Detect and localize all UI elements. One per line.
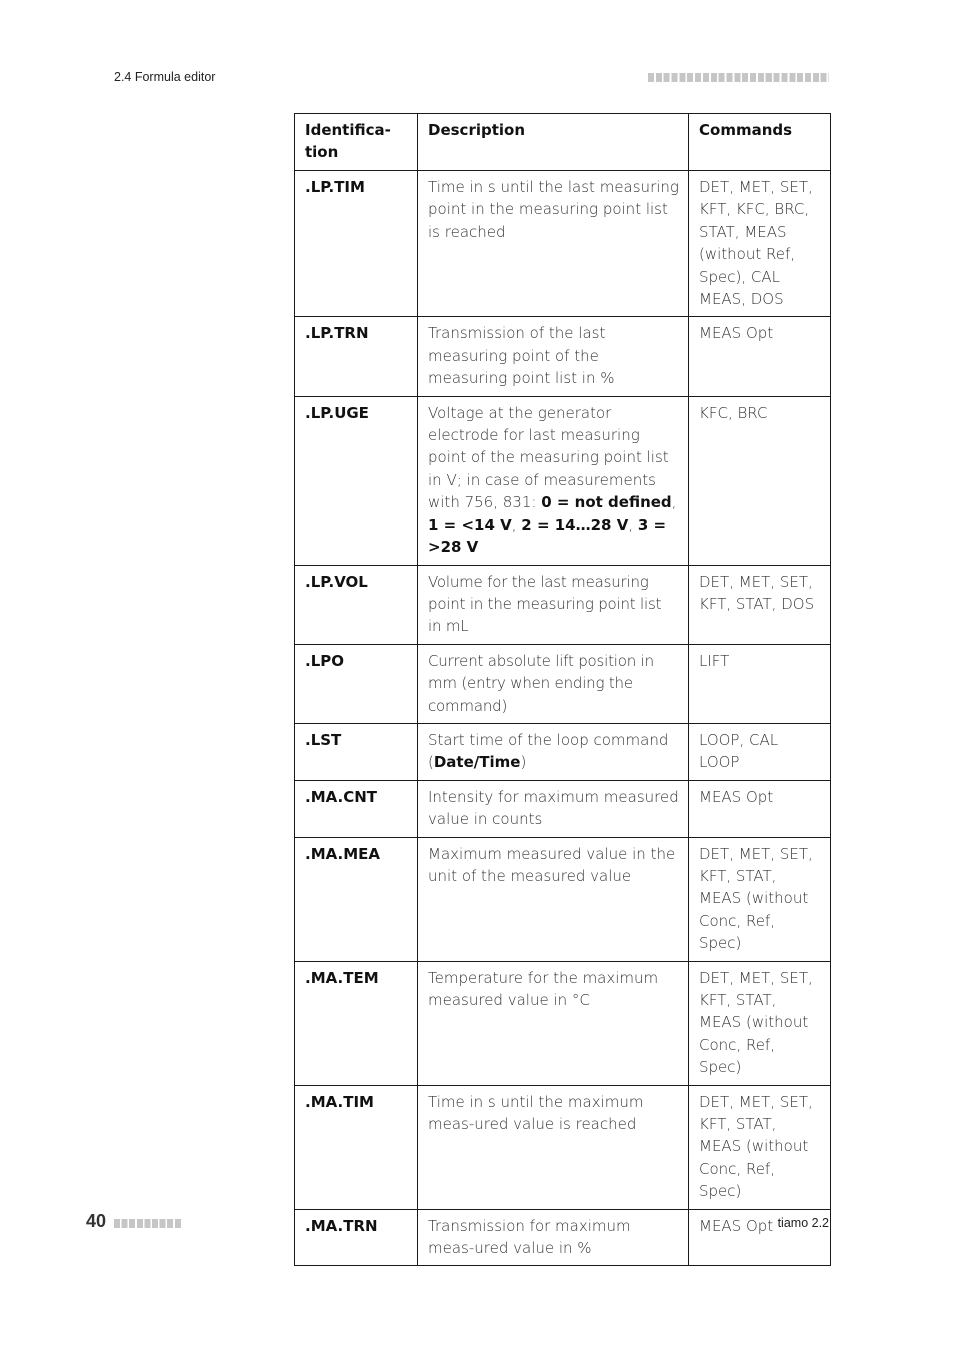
text: Voltage at the generator electrode for last measuring point of the measuring point list in V; in case of measurements with 756, 831: [428, 403, 669, 512]
row-description: Volume for the last measuring point in the measuring point list in mL [418, 565, 689, 644]
row-description: Maximum measured value in the unit of the measured value [418, 837, 689, 961]
row-description: Transmission of the last measuring point of the measuring point list in % [418, 317, 689, 396]
row-description: Intensity for maximum measured value in counts [418, 780, 689, 837]
table-row [295, 565, 831, 644]
row-identifier: .LP.VOL [295, 565, 418, 644]
table-row [295, 961, 831, 1085]
table-row [295, 644, 831, 723]
page-number: 40 [86, 1211, 107, 1231]
bold-text: 3 = >28 V [428, 515, 667, 557]
identifier-table [294, 113, 831, 1266]
table-row [295, 723, 831, 780]
row-identifier: .MA.MEA [295, 837, 418, 961]
row-identifier: .LP.TIM [295, 171, 418, 317]
row-commands: MEAS Opt [689, 317, 831, 396]
row-identifier: .MA.TEM [295, 961, 418, 1085]
text: ) [520, 753, 527, 772]
row-commands: KFC, BRC [689, 396, 831, 565]
row-commands: DET, MET, SET, KFT, STAT, MEAS (without Conc, Ref, Spec) [689, 961, 831, 1085]
bold-text: Date/Time [433, 753, 521, 772]
header-decoration [648, 73, 829, 82]
row-description: Current absolute lift position in mm (entry when ending the command) [418, 644, 689, 723]
row-description [418, 723, 689, 780]
text: , [628, 515, 638, 534]
row-description: Time in s until the last measuring point in the measuring point list is reached [418, 171, 689, 317]
row-commands: LOOP, CAL LOOP [689, 723, 831, 780]
table-header-row [295, 114, 831, 171]
row-identifier: .LST [295, 723, 418, 780]
table-row [295, 1085, 831, 1209]
row-description: Transmission for maximum meas-ured value in % [418, 1209, 689, 1266]
table-row [295, 1209, 831, 1266]
table-row [295, 780, 831, 837]
row-commands: MEAS Opt [689, 1209, 831, 1266]
row-description [418, 396, 689, 565]
column-header-description: Description [418, 114, 689, 171]
row-description: Time in s until the maximum meas-ured value is reached [418, 1085, 689, 1209]
row-commands: LIFT [689, 644, 831, 723]
row-identifier: .LP.UGE [295, 396, 418, 565]
row-commands: DET, MET, SET, KFT, STAT, MEAS (without Conc, Ref, Spec) [689, 837, 831, 961]
row-identifier: .MA.TRN [295, 1209, 418, 1266]
table-row [295, 317, 831, 396]
text: Start time of the loop command ( [428, 730, 669, 772]
row-commands: MEAS Opt [689, 780, 831, 837]
table-row [295, 837, 831, 961]
bold-text: 1 = <14 V [428, 515, 512, 534]
row-commands: DET, MET, SET, KFT, STAT, DOS [689, 565, 831, 644]
row-identifier: .LP.TRN [295, 317, 418, 396]
bold-text: 0 = not defined [541, 493, 672, 512]
bold-text: 2 = 14…28 V [521, 515, 629, 534]
section-title: 2.4 Formula editor [114, 70, 216, 84]
text: , [511, 515, 522, 534]
row-commands: DET, MET, SET, KFT, KFC, BRC, STAT, MEAS (without Ref, Spec), CAL MEAS, DOS [689, 171, 831, 317]
row-identifier: .MA.CNT [295, 780, 418, 837]
column-header-commands: Commands [689, 114, 831, 171]
table-row [295, 396, 831, 565]
row-identifier: .LPO [295, 644, 418, 723]
row-commands: DET, MET, SET, KFT, STAT, MEAS (without Conc, Ref, Spec) [689, 1085, 831, 1209]
text: , [671, 493, 677, 512]
table-row [295, 171, 831, 317]
row-description: Temperature for the maximum measured value in °C [418, 961, 689, 1085]
column-header-identification: Identifica- tion [295, 114, 418, 171]
row-identifier: .MA.TIM [295, 1085, 418, 1209]
footer-decoration [114, 1219, 182, 1228]
product-version: tiamo 2.2 [777, 1216, 829, 1230]
